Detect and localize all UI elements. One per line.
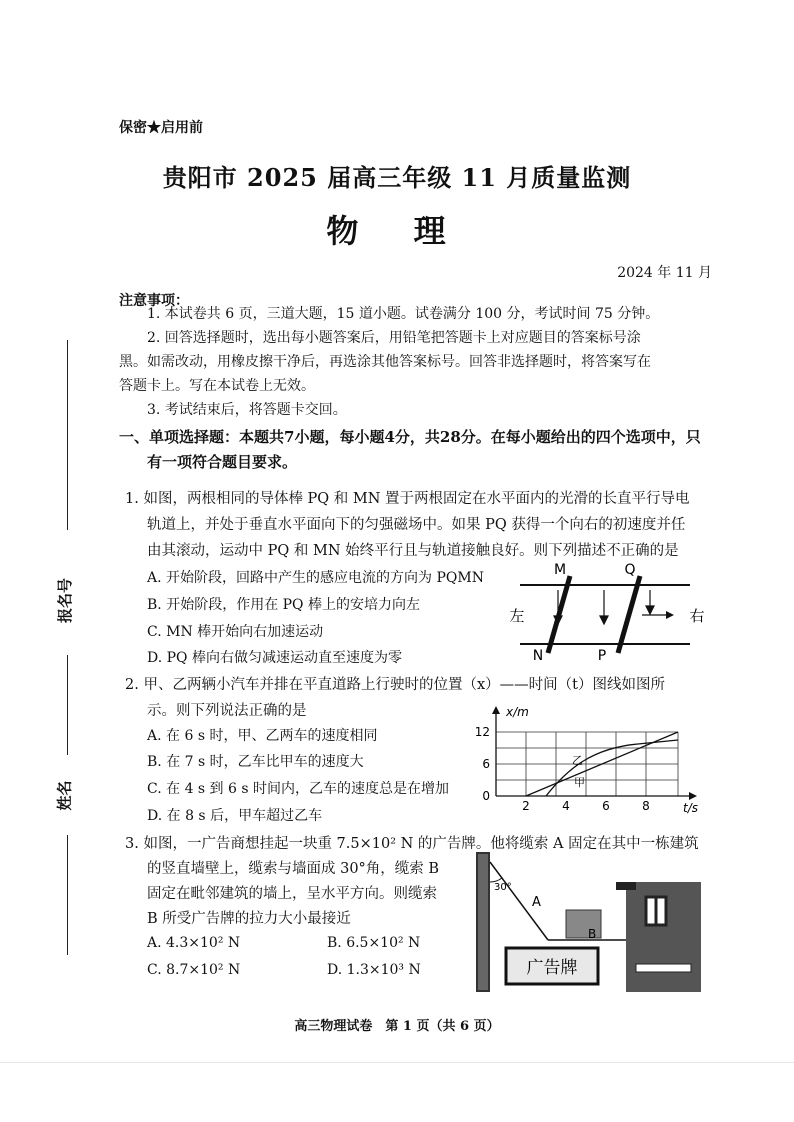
page-bottom-divider: [0, 1062, 794, 1063]
q1-option-b: B. 开始阶段，作用在 PQ 棒上的安培力向左: [147, 597, 420, 613]
note-1: 1. 本试卷共 6 页，三道大题，15 道小题。试卷满分 100 分，考试时间 75 分钟。: [147, 306, 660, 322]
margin-line-bottom: [67, 835, 68, 955]
q2-line2: 示。则下列说法正确的是: [147, 703, 307, 719]
q3-line1: 3. 如图，一广告商想挂起一块重 7.5×10² N 的广告牌。他将缆索 A 固定在其中一栋建筑: [125, 836, 699, 852]
y-tick-6: 6: [482, 757, 490, 771]
exam-title: 贵阳市 2025 届高三年级 11 月质量监测: [162, 163, 632, 192]
q2-option-a: A. 在 6 s 时，甲、乙两车的速度相同: [147, 728, 378, 744]
name-label: 姓名: [55, 780, 74, 811]
q3-line2: 的竖直墙壁上，缆索与墙面成 30°角，缆索 B: [147, 861, 440, 877]
note-2-line3: 答题卡上。写在本试卷上无效。: [119, 378, 315, 394]
angle-label: 30°: [494, 882, 512, 893]
label-m: M: [553, 562, 567, 578]
page-footer: 高三物理试卷 第 1 页（共 6 页）: [294, 1019, 500, 1034]
confidential-mark: 保密★启用前: [119, 120, 203, 136]
q1-line2: 轨道上，并处于垂直水平面向下的匀强磁场中。如果 PQ 获得一个向右的初速度并任: [147, 517, 686, 533]
y-tick-12: 12: [474, 725, 490, 739]
note-3: 3. 考试结束后，将答题卡交回。: [147, 402, 347, 418]
q1-line3: 由其滚动，运动中 PQ 和 MN 始终平行且与轨道接触良好。则下列描述不正确的是: [147, 543, 679, 559]
margin-line-middle: [67, 655, 68, 755]
q1-line1: 1. 如图，两根相同的导体棒 PQ 和 MN 置于两根固定在水平面内的光滑的长直平行导电: [125, 491, 690, 507]
label-left: 左: [509, 607, 525, 625]
notes-heading: 注意事项：: [119, 293, 189, 309]
section-1-line2: 有一项符合题目要求。: [147, 453, 298, 471]
q3-option-c: C. 8.7×10² N: [147, 962, 241, 978]
curve-label-yi: 乙: [572, 754, 583, 767]
label-p: P: [597, 648, 607, 664]
q2-figure-xt-graph: [468, 700, 718, 815]
rod-pq: [618, 576, 640, 653]
y-axis-label: x/m: [506, 705, 529, 719]
exam-date: 2024 年 11 月: [617, 265, 712, 281]
note-2-line2: 黑。如需改动，用橡皮擦干净后，再选涂其他答案标号。回答非选择题时，将答案写在: [119, 354, 651, 370]
label-q: Q: [624, 562, 636, 578]
q3-option-a: A. 4.3×10² N: [147, 935, 241, 951]
x-axis-label: t/s: [683, 801, 698, 815]
q2-option-d: D. 在 8 s 后，甲车超过乙车: [147, 808, 323, 824]
x-tick-4: 4: [562, 799, 570, 813]
grid: [496, 732, 678, 796]
q1-figure-rails: [500, 558, 730, 668]
curve-yi: [546, 740, 678, 796]
x-tick-6: 6: [602, 799, 610, 813]
label-n: N: [532, 648, 544, 664]
q2-option-c: C. 在 4 s 到 6 s 时间内，乙车的速度总是在增加: [147, 781, 449, 797]
q2-option-b: B. 在 7 s 时，乙车比甲车的速度大: [147, 754, 364, 770]
field-arrows: [554, 590, 654, 624]
exam-number-label: 报名号: [56, 577, 75, 624]
q3-figure-billboard: [476, 852, 701, 992]
q1-option-a: A. 开始阶段，回路中产生的感应电流的方向为 PQMN: [147, 570, 484, 586]
q1-option-c: C. MN 棒开始向右加速运动: [147, 624, 324, 640]
cable-a-label: A: [532, 895, 541, 910]
note-2-line1: 2. 回答选择题时，选出每小题答案后，用铅笔把答题卡上对应题目的答案标号涂: [147, 330, 641, 346]
subject-title: 物 理: [326, 212, 468, 250]
q3-option-b: B. 6.5×10² N: [327, 935, 421, 951]
x-tick-2: 2: [522, 799, 530, 813]
q1-option-d: D. PQ 棒向右做匀减速运动直至速度为零: [147, 650, 402, 666]
line-label-jia: 甲: [574, 776, 585, 789]
q3-line4: B 所受广告牌的拉力大小最接近: [147, 911, 351, 927]
x-tick-8: 8: [642, 799, 650, 813]
origin-label: 0: [482, 789, 490, 803]
cable-b-label: B: [588, 927, 597, 941]
margin-line-top: [67, 340, 68, 530]
q3-line3: 固定在毗邻建筑的墙上，呈水平方向。则缆索: [147, 886, 437, 902]
label-right: 右: [689, 607, 705, 625]
q2-line1: 2. 甲、乙两辆小汽车并排在平直道路上行驶时的位置（x）——时间（t）图线如图所: [125, 677, 665, 693]
section-1-line1: 一、单项选择题：本题共7小题，每小题4分，共28分。在每小题给出的四个选项中，只: [119, 428, 701, 446]
q3-option-d: D. 1.3×10³ N: [327, 962, 421, 978]
rod-mn: [548, 576, 570, 653]
billboard-text: 广告牌: [526, 958, 578, 978]
